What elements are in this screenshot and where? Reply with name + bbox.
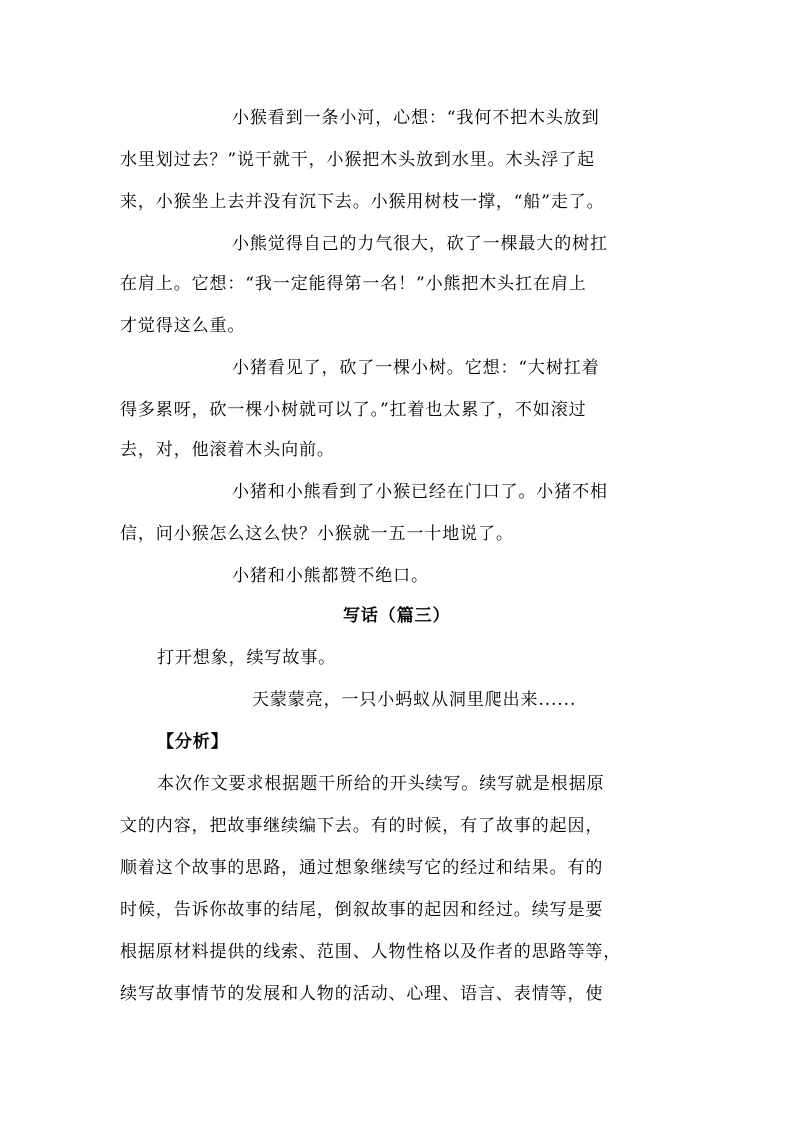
story-opening: 天蒙蒙亮，一只小蚂蚁从洞里爬出来...... [252, 690, 577, 710]
analysis-line5: 根据原材料提供的线索、范围、人物性格以及作者的思路等等， [120, 942, 622, 962]
writing-prompt: 打开想象，续写故事。 [157, 648, 336, 668]
analysis-line6: 续写故事情节的发展和人物的活动、心理、语言、表情等，使 [120, 984, 604, 1004]
analysis-heading: 【分析】 [157, 732, 229, 752]
analysis-line2: 文的内容，把故事继续编下去。有的时候，有了故事的起因， [120, 816, 604, 836]
para5-line1: 小猪和小熊都赞不绝口。 [232, 566, 429, 586]
para3-line1: 小猪看见了，砍了一棵小树。它想：“大树扛着 [232, 358, 600, 378]
para2-line2: 在肩上。它想：“我一定能得第一名！”小熊把木头扛在肩上 [120, 274, 587, 294]
para1-line3: 来，小猴坐上去并没有沉下去。小猴用树枝一撑，“船”走了。 [120, 192, 605, 212]
para2-line1: 小熊觉得自己的力气很大，砍了一棵最大的树扛 [232, 234, 608, 254]
analysis-line3: 顺着这个故事的思路，通过想象继续写它的经过和结果。有的 [120, 858, 604, 878]
para1-line2: 水里划过去？”说干就干，小猴把木头放到水里。木头浮了起 [120, 150, 595, 170]
para1-line1: 小猴看到一条小河，心想：“我何不把木头放到 [232, 108, 600, 128]
para3-line3: 去，对，他滚着木头向前。 [120, 440, 335, 460]
para2-line3: 才觉得这么重。 [120, 316, 246, 336]
para4-line2: 信，问小猴怎么这么快？小猴就一五一十地说了。 [120, 524, 514, 544]
analysis-line1: 本次作文要求根据题干所给的开头续写。续写就是根据原 [157, 774, 605, 794]
analysis-line4: 时候，告诉你故事的结尾，倒叙故事的起因和经过。续写是要 [120, 900, 604, 920]
section-title: 写话（篇三） [343, 606, 451, 626]
para4-line1: 小猪和小熊看到了小猴已经在门口了。小猪不相 [232, 482, 608, 502]
para3-line2: 得多累呀，砍一棵小树就可以了。”扛着也太累了，不如滚过 [120, 400, 587, 420]
